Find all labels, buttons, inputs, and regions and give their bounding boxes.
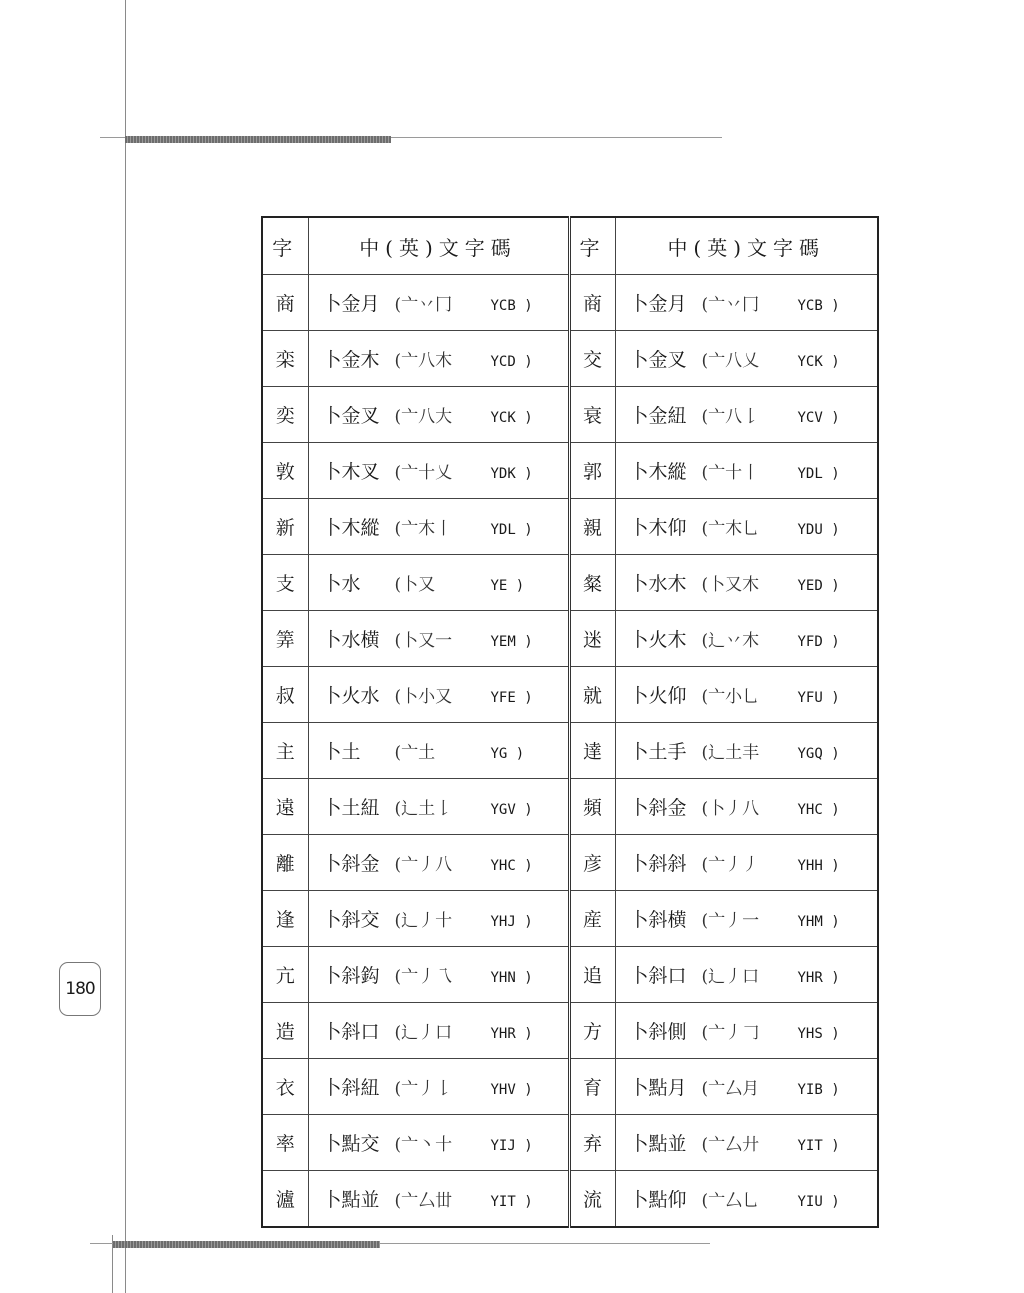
code-cell (308, 947, 569, 1003)
english-code: YHN ) (490, 970, 533, 986)
root-components: (亠厶月 (701, 1079, 760, 1099)
table-row (262, 891, 878, 947)
character-cell: 就 (569, 667, 615, 723)
table-row (262, 443, 878, 499)
table-row (262, 387, 878, 443)
table-row (262, 1003, 878, 1059)
chinese-code: 卜火水 (322, 685, 380, 707)
root-components: (卜又一 (394, 631, 453, 651)
chinese-code: 卜木縱 (629, 461, 687, 483)
english-code: YG ) (490, 746, 525, 762)
table-row (262, 499, 878, 555)
english-code: YIB ) (797, 1082, 840, 1098)
page-number: 180 (59, 962, 101, 1016)
code-cell (308, 443, 569, 499)
chinese-code: 卜斜横 (629, 909, 687, 931)
code-cell (308, 331, 569, 387)
character-cell: 栾 (262, 331, 308, 387)
chinese-code: 卜水横 (322, 629, 380, 651)
character-cell: 衣 (262, 1059, 308, 1115)
english-code: YCB ) (797, 298, 840, 314)
root-components: (亠丿一 (701, 911, 760, 931)
chinese-code: 卜土手 (629, 741, 687, 763)
english-code: YGV ) (490, 802, 533, 818)
chinese-code: 卜斜鈎 (322, 965, 380, 987)
root-components: (亠丿乁 (394, 967, 453, 987)
chinese-code: 卜火仰 (629, 685, 687, 707)
code-cell (615, 1059, 878, 1115)
english-code: YE ) (490, 578, 525, 594)
character-cell: 流 (569, 1171, 615, 1228)
character-cell: 頻 (569, 779, 615, 835)
chinese-code: 卜水木 (629, 573, 687, 595)
root-components: (卜又 (394, 575, 436, 595)
chinese-code: 卜火木 (629, 629, 687, 651)
code-cell (308, 499, 569, 555)
character-cell: 新 (262, 499, 308, 555)
character-cell: 商 (569, 275, 615, 331)
code-cell (615, 891, 878, 947)
table-row (262, 275, 878, 331)
english-code: YCK ) (490, 410, 533, 426)
root-components: (亠八大 (394, 407, 453, 427)
code-cell (615, 667, 878, 723)
table-row (262, 611, 878, 667)
chinese-code: 卜點月 (629, 1077, 687, 1099)
character-cell: 弃 (569, 1115, 615, 1171)
bottom-decorative-bar (113, 1241, 380, 1248)
root-components: (亠木乚 (701, 519, 760, 539)
code-cell (615, 611, 878, 667)
root-components: (亠木丨 (394, 519, 453, 539)
english-code: YIU ) (797, 1194, 840, 1210)
code-cell (308, 667, 569, 723)
chinese-code: 卜土紐 (322, 797, 380, 819)
character-cell: 産 (569, 891, 615, 947)
code-cell (615, 1171, 878, 1228)
table-body (262, 275, 878, 1228)
chinese-code: 卜點並 (629, 1133, 687, 1155)
character-cell: 離 (262, 835, 308, 891)
chinese-code: 卜斜紐 (322, 1077, 380, 1099)
character-cell: 郭 (569, 443, 615, 499)
root-components: (亠丿𠃌 (701, 1023, 760, 1043)
character-cell: 迷 (569, 611, 615, 667)
chinese-code: 卜斜口 (322, 1021, 380, 1043)
root-components: (辶丿十 (394, 911, 453, 931)
code-cell (308, 1003, 569, 1059)
header-code: 中(英)文字碼 (615, 217, 878, 275)
table-row (262, 1115, 878, 1171)
code-cell (615, 275, 878, 331)
character-cell: 達 (569, 723, 615, 779)
code-cell (308, 891, 569, 947)
table-row (262, 723, 878, 779)
root-components: (亠土 (394, 743, 436, 763)
root-components: (亠十丨 (701, 463, 760, 483)
table-row (262, 947, 878, 1003)
root-components: (辶丿口 (701, 967, 760, 987)
root-components: (亠丶十 (394, 1135, 453, 1155)
code-cell (308, 555, 569, 611)
left-margin-line (125, 0, 126, 1293)
table-row (262, 779, 878, 835)
english-code: YIJ ) (490, 1138, 533, 1154)
root-components: (亠八𠄌 (701, 407, 760, 427)
character-cell: 方 (569, 1003, 615, 1059)
english-code: YCV ) (797, 410, 840, 426)
code-cell (615, 387, 878, 443)
chinese-code: 卜點並 (322, 1189, 380, 1211)
english-code: YDK ) (490, 466, 533, 482)
header-char: 字 (262, 217, 308, 275)
root-components: (卜丿八 (701, 799, 760, 819)
table-row (262, 1059, 878, 1115)
english-code: YHS ) (797, 1026, 840, 1042)
root-components: (亠小乚 (701, 687, 760, 707)
english-code: YHH ) (797, 858, 840, 874)
code-table (261, 216, 879, 1228)
code-cell (615, 555, 878, 611)
character-cell: 率 (262, 1115, 308, 1171)
root-components: (亠厶乚 (701, 1191, 760, 1211)
code-cell (615, 835, 878, 891)
root-components: (亠十乂 (394, 463, 453, 483)
english-code: YGQ ) (797, 746, 840, 762)
code-cell (615, 499, 878, 555)
chinese-code: 卜斜側 (629, 1021, 687, 1043)
character-cell: 彦 (569, 835, 615, 891)
english-code: YFD ) (797, 634, 840, 650)
table-row (262, 331, 878, 387)
code-cell (615, 1115, 878, 1171)
english-code: YHC ) (797, 802, 840, 818)
character-cell: 育 (569, 1059, 615, 1115)
english-code: YHJ ) (490, 914, 533, 930)
english-code: YDL ) (490, 522, 533, 538)
english-code: YDU ) (797, 522, 840, 538)
english-code: YHM ) (797, 914, 840, 930)
chinese-code: 卜金紐 (629, 405, 687, 427)
english-code: YEM ) (490, 634, 533, 650)
character-cell: 商 (262, 275, 308, 331)
chinese-code: 卜金木 (322, 349, 380, 371)
english-code: YED ) (797, 578, 840, 594)
root-components: (亠厶丗 (394, 1191, 453, 1211)
english-code: YHR ) (490, 1026, 533, 1042)
character-cell: 追 (569, 947, 615, 1003)
code-cell (308, 779, 569, 835)
character-cell: 逢 (262, 891, 308, 947)
english-code: YHC ) (490, 858, 533, 874)
root-components: (辶丿口 (394, 1023, 453, 1043)
code-cell (615, 443, 878, 499)
code-cell (615, 723, 878, 779)
english-code: YFU ) (797, 690, 840, 706)
root-components: (亠丿八 (394, 855, 453, 875)
character-cell: 亢 (262, 947, 308, 1003)
chinese-code: 卜木仰 (629, 517, 687, 539)
code-cell (308, 1115, 569, 1171)
top-decorative-bar (125, 136, 391, 143)
chinese-code: 卜金叉 (629, 349, 687, 371)
character-cell: 瀘 (262, 1171, 308, 1228)
root-components: (亠丷冂 (394, 295, 453, 315)
root-components: (辶土丰 (701, 743, 760, 763)
code-cell (308, 835, 569, 891)
character-cell: 支 (262, 555, 308, 611)
root-components: (辶丷木 (701, 631, 760, 651)
character-cell: 遠 (262, 779, 308, 835)
chinese-code: 卜點交 (322, 1133, 380, 1155)
english-code: YCB ) (490, 298, 533, 314)
code-cell (615, 947, 878, 1003)
english-code: YIT ) (490, 1194, 533, 1210)
table-row (262, 835, 878, 891)
header-char: 字 (569, 217, 615, 275)
character-cell: 筭 (262, 611, 308, 667)
character-cell: 衰 (569, 387, 615, 443)
chinese-code: 卜斜交 (322, 909, 380, 931)
character-cell: 主 (262, 723, 308, 779)
root-components: (亠八乂 (701, 351, 760, 371)
root-components: (亠厶廾 (701, 1135, 760, 1155)
chinese-code: 卜金月 (322, 293, 380, 315)
english-code: YHR ) (797, 970, 840, 986)
character-cell: 造 (262, 1003, 308, 1059)
table-row (262, 555, 878, 611)
character-cell: 敦 (262, 443, 308, 499)
english-code: YCK ) (797, 354, 840, 370)
code-cell (615, 779, 878, 835)
root-components: (亠丿𠄌 (394, 1079, 453, 1099)
code-cell (308, 723, 569, 779)
root-components: (辶土𠄌 (394, 799, 453, 819)
chinese-code: 卜金叉 (322, 405, 380, 427)
chinese-code: 卜土 (322, 741, 361, 763)
english-code: YCD ) (490, 354, 533, 370)
code-cell (308, 1059, 569, 1115)
code-cell (615, 331, 878, 387)
header-code: 中(英)文字碼 (308, 217, 569, 275)
code-cell (308, 387, 569, 443)
chinese-code: 卜斜口 (629, 965, 687, 987)
english-code: YHV ) (490, 1082, 533, 1098)
english-code: YIT ) (797, 1138, 840, 1154)
chinese-code: 卜點仰 (629, 1189, 687, 1211)
character-cell: 叔 (262, 667, 308, 723)
character-cell: 粲 (569, 555, 615, 611)
chinese-code: 卜斜金 (322, 853, 380, 875)
code-cell (615, 1003, 878, 1059)
chinese-code: 卜木縱 (322, 517, 380, 539)
root-components: (亠丷冂 (701, 295, 760, 315)
root-components: (卜小又 (394, 687, 453, 707)
root-components: (卜又木 (701, 575, 760, 595)
character-cell: 親 (569, 499, 615, 555)
character-cell: 奕 (262, 387, 308, 443)
code-cell (308, 611, 569, 667)
character-cell: 交 (569, 331, 615, 387)
chinese-code: 卜金月 (629, 293, 687, 315)
table-row (262, 1171, 878, 1228)
table-header-row (262, 217, 878, 275)
code-cell (308, 275, 569, 331)
chinese-code: 卜水 (322, 573, 361, 595)
chinese-code: 卜木叉 (322, 461, 380, 483)
root-components: (亠丿丿 (701, 855, 760, 875)
english-code: YFE ) (490, 690, 533, 706)
english-code: YDL ) (797, 466, 840, 482)
chinese-code: 卜斜金 (629, 797, 687, 819)
code-cell (308, 1171, 569, 1228)
root-components: (亠八木 (394, 351, 453, 371)
table-row (262, 667, 878, 723)
chinese-code: 卜斜斜 (629, 853, 687, 875)
